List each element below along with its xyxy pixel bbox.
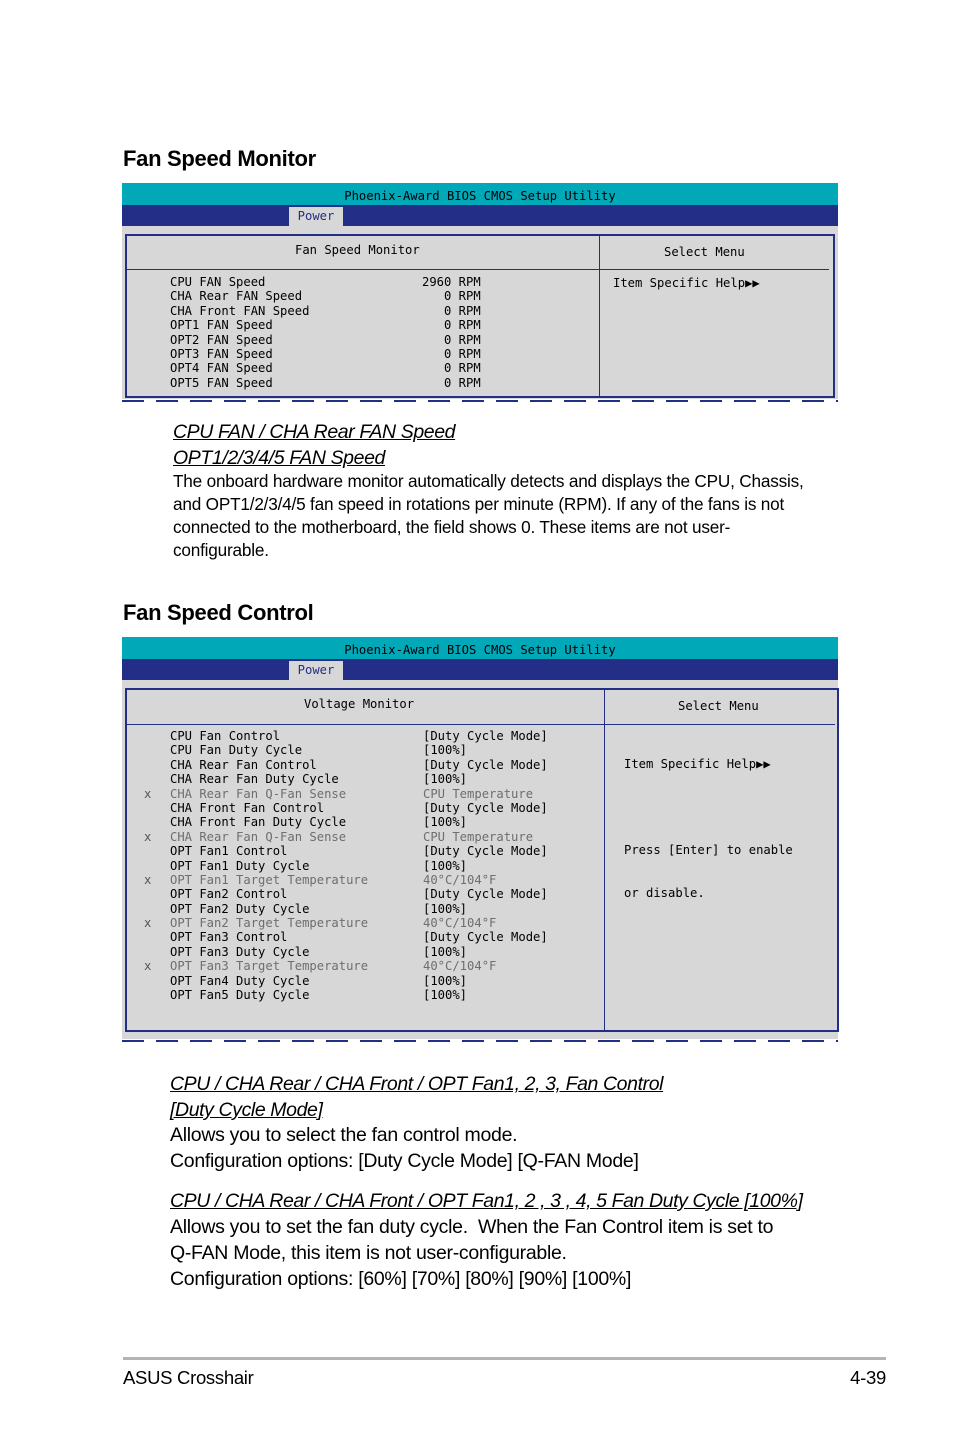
bios-item-label: CHA Rear Fan Q-Fan Sense bbox=[170, 786, 347, 801]
bios-item-row[interactable] bbox=[170, 887, 600, 901]
item2-description-line-1: Allows you to set the fan duty cycle. When the Fan Control item is set to bbox=[170, 1216, 774, 1238]
item-help-line: or disable. bbox=[624, 886, 705, 901]
bios-item-label: OPT2 FAN Speed bbox=[170, 332, 273, 347]
bios-item-row bbox=[144, 916, 600, 931]
item1-options: Configuration options: [Duty Cycle Mode] [Q-FAN Mode] bbox=[170, 1150, 639, 1172]
bios-item-label: CPU Fan Duty Cycle bbox=[170, 743, 303, 758]
item1-title-line-1: CPU / CHA Rear / CHA Front / OPT Fan1, 2, 3, Fan Control bbox=[170, 1073, 664, 1095]
bios-item-value[interactable]: 0 RPM bbox=[422, 303, 481, 318]
bios-item-list bbox=[144, 729, 600, 1003]
bios-item-value[interactable]: [100%] bbox=[423, 858, 468, 873]
bios-item-value[interactable]: [Duty Cycle Mode] bbox=[423, 729, 548, 743]
disabled-marker: x bbox=[144, 786, 152, 801]
section-heading-fan-speed-control: Fan Speed Control bbox=[123, 600, 314, 625]
footer-product-name: ASUS Crosshair bbox=[123, 1367, 254, 1388]
bios-item-row[interactable] bbox=[170, 758, 600, 772]
bios-item-value[interactable]: [100%] bbox=[423, 988, 468, 1003]
bios-item-row[interactable] bbox=[170, 743, 600, 757]
bios-item-label: CHA Front FAN Speed bbox=[170, 303, 310, 318]
bios-item-value: CPU Temperature bbox=[423, 786, 534, 801]
item2-title: CPU / CHA Rear / CHA Front / OPT Fan1, 2 , 3 , 4, 5 Fan Duty Cycle [100%] bbox=[170, 1190, 803, 1212]
bios-item-row[interactable] bbox=[170, 844, 600, 858]
bios-item-row[interactable] bbox=[170, 902, 600, 916]
bios-item-label: CHA Rear Fan Q-Fan Sense bbox=[170, 829, 347, 844]
subheading-line-1: CPU FAN / CHA Rear FAN Speed bbox=[173, 421, 456, 443]
bios-item-label: CPU Fan Control bbox=[170, 729, 281, 743]
bios-item-label: OPT Fan3 Duty Cycle bbox=[170, 944, 310, 959]
bios-title-bar: Phoenix-Award BIOS CMOS Setup Utility bbox=[122, 183, 838, 205]
bios-item-row bbox=[144, 829, 600, 844]
bios-item-value[interactable]: 0 RPM bbox=[422, 318, 481, 333]
bios-item-value[interactable]: [100%] bbox=[423, 743, 468, 758]
item2-options: Configuration options: [60%] [70%] [80%] [90%] [100%] bbox=[170, 1268, 632, 1290]
bios-item-value[interactable]: 0 RPM bbox=[422, 361, 481, 376]
bios-item-value: 40°C/104°F bbox=[423, 872, 497, 887]
bios-item-value[interactable]: [Duty Cycle Mode] bbox=[423, 844, 548, 859]
description-paragraph: The onboard hardware monitor automatically detects and displays the CPU, Chassis, and OPT1/2/3/4/5 fan speed in rotations per minute (RPM). If any of the fans is not connected to the motherboard, the field shows 0. These items are not user-configurable. bbox=[173, 471, 804, 560]
item2-description-line-2: Q-FAN Mode, this item is not user-configurable. bbox=[170, 1242, 567, 1264]
bios-item-value[interactable]: [100%] bbox=[423, 973, 468, 988]
bios-item-row bbox=[144, 872, 600, 887]
item-help-line: Press [Enter] to enable bbox=[624, 843, 793, 858]
bios-item-row bbox=[144, 786, 600, 801]
bios-item-list bbox=[170, 275, 590, 390]
bios-item-value: 40°C/104°F bbox=[423, 916, 497, 931]
bios-item-value[interactable]: 0 RPM bbox=[422, 332, 481, 347]
bios-item-label: OPT3 FAN Speed bbox=[170, 346, 273, 361]
bios-item-row[interactable] bbox=[170, 361, 590, 375]
bios-item-row[interactable] bbox=[170, 930, 600, 944]
bios-item-row[interactable] bbox=[170, 275, 590, 289]
bios-item-label: OPT Fan2 Target Temperature bbox=[170, 916, 369, 931]
bios-screen-fan-speed-monitor bbox=[122, 183, 838, 399]
bios-item-row[interactable] bbox=[170, 333, 590, 347]
tab-power[interactable]: Power bbox=[289, 207, 343, 226]
bios-item-label: CHA Rear Fan Control bbox=[170, 757, 317, 772]
bios-item-value[interactable]: [Duty Cycle Mode] bbox=[423, 757, 548, 772]
bios-item-value[interactable]: 0 RPM bbox=[422, 346, 481, 361]
bios-item-value: 40°C/104°F bbox=[423, 959, 497, 974]
item-help-title: Item Specific Help▶▶ bbox=[624, 756, 771, 771]
bios-item-label: OPT Fan1 Target Temperature bbox=[170, 872, 369, 887]
bios-item-label: OPT4 FAN Speed bbox=[170, 361, 273, 376]
bios-item-value[interactable]: [100%] bbox=[423, 901, 468, 916]
bios-item-value[interactable]: 0 RPM bbox=[422, 375, 481, 390]
bios-item-label: OPT Fan3 Target Temperature bbox=[170, 959, 369, 974]
bios-item-label: OPT Fan1 Control bbox=[170, 844, 288, 859]
footer-page-number: 4-39 bbox=[850, 1367, 886, 1388]
bios-item-label: OPT1 FAN Speed bbox=[170, 318, 273, 333]
bios-item-row[interactable] bbox=[170, 974, 600, 988]
bios-menu-bar bbox=[122, 205, 838, 226]
item1-title-line-2: [Duty Cycle Mode] bbox=[170, 1099, 323, 1121]
tab-power[interactable]: Power bbox=[289, 661, 343, 680]
bios-item-row[interactable] bbox=[170, 772, 600, 786]
bios-item-value[interactable]: [Duty Cycle Mode] bbox=[423, 930, 548, 945]
bios-item-label: CHA Front Fan Duty Cycle bbox=[170, 815, 347, 830]
disabled-marker: x bbox=[144, 829, 152, 844]
bios-item-value[interactable]: 0 RPM bbox=[422, 289, 481, 304]
item1-description: Allows you to select the fan control mode. bbox=[170, 1124, 518, 1146]
bios-item-label: OPT Fan3 Control bbox=[170, 930, 288, 945]
bios-side-title: Select Menu bbox=[664, 245, 745, 259]
bios-item-value[interactable]: [Duty Cycle Mode] bbox=[423, 800, 548, 815]
disabled-marker: x bbox=[144, 872, 152, 887]
bios-item-value[interactable]: [Duty Cycle Mode] bbox=[423, 887, 548, 902]
bios-item-row[interactable] bbox=[170, 859, 600, 873]
bios-item-value: CPU Temperature bbox=[423, 829, 534, 844]
bios-item-row[interactable] bbox=[170, 945, 600, 959]
bios-title-bar: Phoenix-Award BIOS CMOS Setup Utility bbox=[122, 637, 838, 659]
bios-panel-title: Voltage Monitor bbox=[304, 697, 415, 711]
bios-item-row[interactable] bbox=[170, 988, 600, 1002]
bios-item-row[interactable] bbox=[170, 729, 600, 743]
bios-item-row[interactable] bbox=[170, 318, 590, 332]
bios-panel-title: Fan Speed Monitor bbox=[295, 243, 420, 257]
footer-rule bbox=[123, 1357, 886, 1360]
bios-item-label: OPT Fan5 Duty Cycle bbox=[170, 988, 310, 1003]
bios-item-row bbox=[144, 959, 600, 974]
bios-item-row[interactable] bbox=[170, 304, 590, 318]
bios-item-label: CHA Rear Fan Duty Cycle bbox=[170, 772, 339, 787]
bios-item-label: OPT Fan4 Duty Cycle bbox=[170, 973, 310, 988]
item-help-text: Item Specific Help▶▶ bbox=[613, 276, 760, 290]
item-help-text bbox=[624, 728, 793, 930]
bios-item-label: CHA Rear FAN Speed bbox=[170, 289, 303, 304]
section-heading-fan-speed-monitor: Fan Speed Monitor bbox=[123, 146, 316, 171]
bios-menu-bar bbox=[122, 659, 838, 680]
disabled-marker: x bbox=[144, 916, 152, 931]
bios-item-value[interactable]: 2960 RPM bbox=[422, 275, 481, 289]
disabled-marker: x bbox=[144, 959, 152, 974]
bios-item-label: CPU FAN Speed bbox=[170, 275, 266, 289]
bios-item-label: OPT5 FAN Speed bbox=[170, 375, 273, 390]
subheading-line-2: OPT1/2/3/4/5 FAN Speed bbox=[173, 447, 385, 469]
bios-item-label: OPT Fan2 Control bbox=[170, 887, 288, 902]
bios-item-row[interactable] bbox=[170, 289, 590, 303]
bios-item-row[interactable] bbox=[170, 801, 600, 815]
bios-item-label: CHA Front Fan Control bbox=[170, 800, 325, 815]
bios-item-value[interactable]: [100%] bbox=[423, 772, 468, 787]
bios-item-value[interactable]: [100%] bbox=[423, 815, 468, 830]
bios-item-label: OPT Fan1 Duty Cycle bbox=[170, 858, 310, 873]
bios-item-row[interactable] bbox=[170, 815, 600, 829]
bios-item-row[interactable] bbox=[170, 376, 590, 390]
bios-item-label: OPT Fan2 Duty Cycle bbox=[170, 901, 310, 916]
bios-item-row[interactable] bbox=[170, 347, 590, 361]
bios-item-value[interactable]: [100%] bbox=[423, 944, 468, 959]
bios-screen-fan-speed-control bbox=[122, 637, 838, 1039]
bios-side-title: Select Menu bbox=[678, 699, 759, 713]
